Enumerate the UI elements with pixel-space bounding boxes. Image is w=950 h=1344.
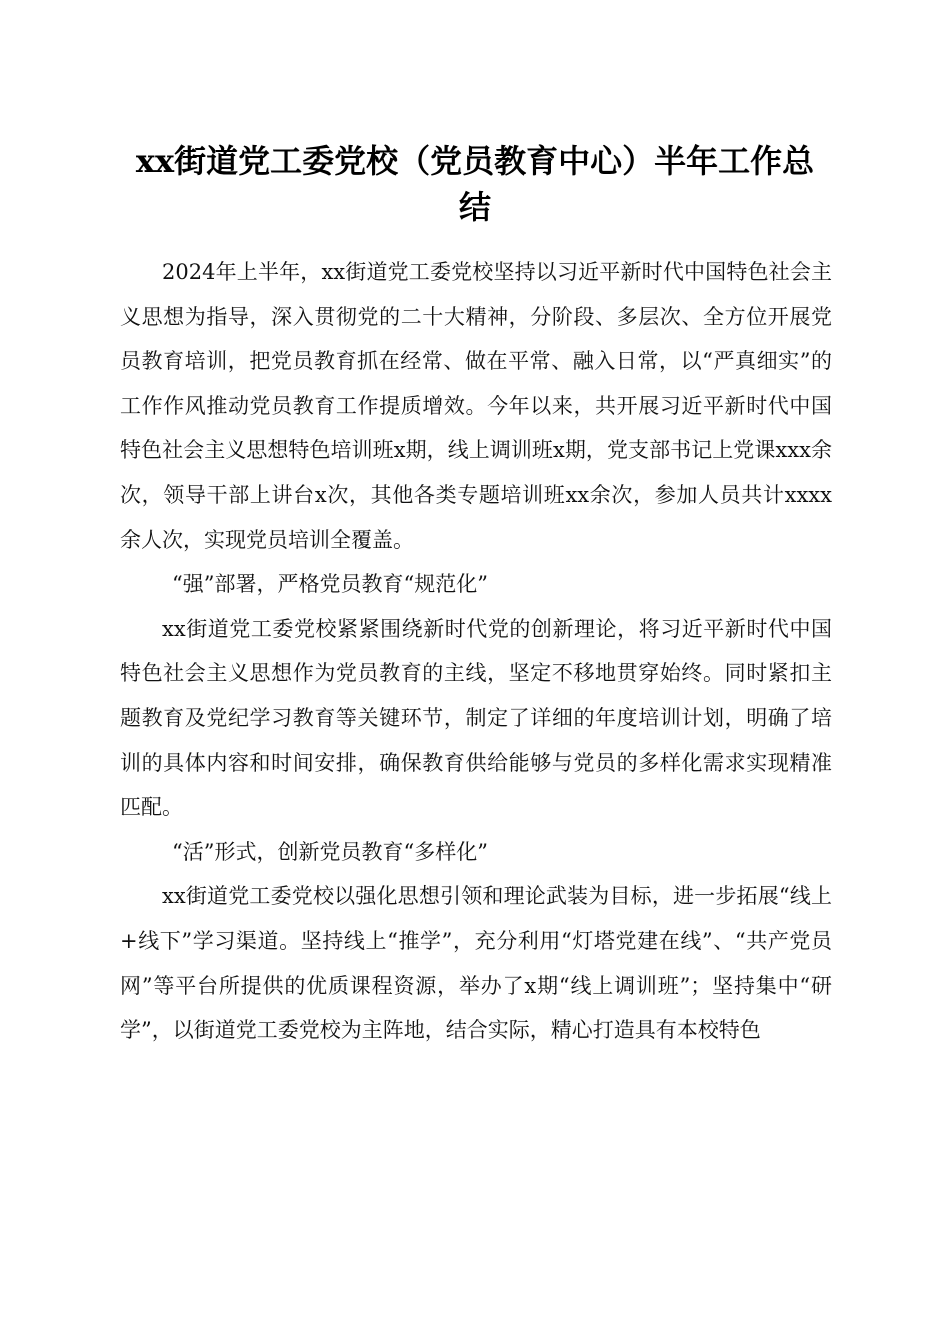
document-title: xx街道党工委党校（党员教育中心）半年工作总结 bbox=[135, 142, 815, 226]
section-heading-deployment: “强”部署，严格党员教育“规范化” bbox=[172, 572, 488, 597]
section-heading-format: “活”形式，创新党员教育“多样化” bbox=[172, 839, 488, 864]
document-body bbox=[120, 250, 832, 1053]
paragraph-format: xx街道党工委党校以强化思想引领和理论武装为目标，进一步拓展“线上+线下”学习渠道。坚持线上“推学”，充分利用“灯塔党建在线”、“共产党员网”等平台所提供的优质课程资源，举办了x期“线上调训班”；坚持集中“研学”，以街道党工委党校为主阵地，结合实际，精心打造具有本校特色 bbox=[120, 884, 832, 1043]
paragraph-intro: 2024年上半年，xx街道党工委党校坚持以习近平新时代中国特色社会主义思想为指导，深入贯彻党的二十大精神，分阶段、多层次、全方位开展党员教育培训，把党员教育抓在经常、做在平常、融入日常，以“严真细实”的工作作风推动党员教育工作提质增效。今年以来，共开展习近平新时代中国特色社会主义思想特色培训班x期，线上调训班x期，党支部书记上党课xxx余次，领导干部上讲台x次，其他各类专题培训班xx余次，参加人员共计xxxx余人次，实现党员培训全覆盖。 bbox=[120, 260, 832, 552]
paragraph-deployment: xx街道党工委党校紧紧围绕新时代党的创新理论，将习近平新时代中国特色社会主义思想作为党员教育的主线，坚定不移地贯穿始终。同时紧扣主题教育及党纪学习教育等关键环节，制定了详细的年度培训计划，明确了培训的具体内容和时间安排，确保教育供给能够与党员的多样化需求实现精准匹配。 bbox=[120, 616, 832, 820]
